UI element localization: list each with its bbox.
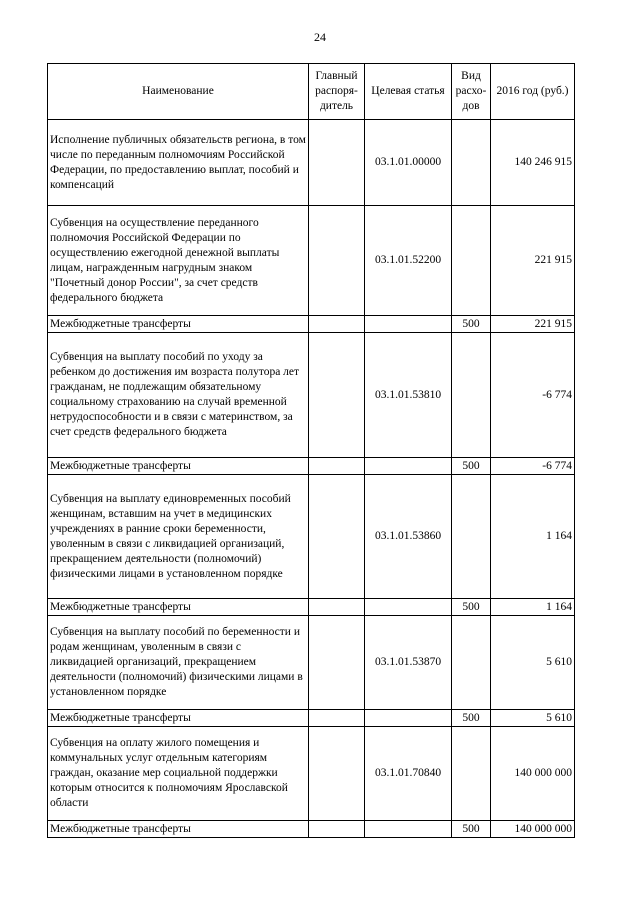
row-kind [452, 333, 491, 458]
row-name: Межбюджетные трансферты [48, 599, 309, 616]
row-code [365, 710, 452, 727]
row-name: Межбюджетные трансферты [48, 821, 309, 838]
table-row [48, 821, 575, 838]
budget-table [47, 63, 575, 838]
row-admin [309, 120, 365, 206]
row-kind [452, 120, 491, 206]
row-kind [452, 616, 491, 710]
row-kind: 500 [452, 821, 491, 838]
row-name: Исполнение публичных обязательств региона, в том числе по переданным полномочиям Российской Федерации, по предоставлению выплат, пособий и компенсаций [48, 120, 309, 206]
row-name: Межбюджетные трансферты [48, 458, 309, 475]
row-amount: 140 000 000 [491, 727, 575, 821]
row-code [365, 316, 452, 333]
header-name: Наименование [48, 64, 309, 120]
row-amount: 140 000 000 [491, 821, 575, 838]
table-row [48, 206, 575, 316]
row-kind: 500 [452, 316, 491, 333]
row-amount: 221 915 [491, 206, 575, 316]
table-row [48, 316, 575, 333]
page-number: 24 [314, 30, 326, 44]
row-admin [309, 821, 365, 838]
row-code: 03.1.01.00000 [365, 120, 452, 206]
row-amount: 5 610 [491, 616, 575, 710]
row-name: Субвенция на выплату пособий по уходу за ребенком до достижения им возраста полутора лет гражданам, не подлежащим обязательному социальному страхованию на случай временной нетрудоспособности и в связи с материнством, за счет средств федерального бюджета [48, 333, 309, 458]
row-amount: 5 610 [491, 710, 575, 727]
table-header-row [48, 64, 575, 120]
row-kind [452, 475, 491, 599]
row-code: 03.1.01.53870 [365, 616, 452, 710]
table-row [48, 475, 575, 599]
row-kind [452, 206, 491, 316]
row-admin [309, 475, 365, 599]
row-code: 03.1.01.53860 [365, 475, 452, 599]
table-row [48, 727, 575, 821]
header-kind: Вид расхо-дов [452, 64, 491, 120]
row-code [365, 821, 452, 838]
row-amount: 140 246 915 [491, 120, 575, 206]
row-code: 03.1.01.70840 [365, 727, 452, 821]
table-row [48, 599, 575, 616]
row-admin [309, 710, 365, 727]
table-row [48, 458, 575, 475]
row-kind: 500 [452, 599, 491, 616]
row-code [365, 599, 452, 616]
row-kind: 500 [452, 710, 491, 727]
header-admin: Главный распоря-дитель [309, 64, 365, 120]
row-admin [309, 458, 365, 475]
row-amount: -6 774 [491, 333, 575, 458]
row-amount: 1 164 [491, 475, 575, 599]
header-amount: 2016 год (руб.) [491, 64, 575, 120]
row-admin [309, 333, 365, 458]
row-name: Субвенция на осуществление переданного полномочия Российской Федерации по осуществлению ежегодной денежной выплаты лицам, награжденным нагрудным знаком "Почетный донор России", за счет средств федерального бюджета [48, 206, 309, 316]
row-name: Межбюджетные трансферты [48, 316, 309, 333]
row-code: 03.1.01.52200 [365, 206, 452, 316]
row-code: 03.1.01.53810 [365, 333, 452, 458]
header-code: Целевая статья [365, 64, 452, 120]
row-code [365, 458, 452, 475]
row-admin [309, 727, 365, 821]
table-row [48, 120, 575, 206]
table-row [48, 333, 575, 458]
table-row [48, 616, 575, 710]
row-admin [309, 316, 365, 333]
row-amount: 221 915 [491, 316, 575, 333]
row-amount: -6 774 [491, 458, 575, 475]
table-row [48, 710, 575, 727]
row-name: Субвенция на оплату жилого помещения и коммунальных услуг отдельным категориям граждан, оказание мер социальной поддержки которым относится к полномочиям Ярославской области [48, 727, 309, 821]
row-name: Субвенция на выплату пособий по беременности и родам женщинам, уволенным в связи с ликвидацией организаций, прекращением деятельности (полномочий) физическими лицами в установленном порядке [48, 616, 309, 710]
row-name: Межбюджетные трансферты [48, 710, 309, 727]
row-name: Субвенция на выплату единовременных пособий женщинам, вставшим на учет в медицинских учреждениях в ранние сроки беременности, уволенным в связи с ликвидацией организаций, прекращением деятельности (полномочий) физическими лицами в установленном порядке [48, 475, 309, 599]
row-kind [452, 727, 491, 821]
row-admin [309, 616, 365, 710]
row-admin [309, 599, 365, 616]
row-kind: 500 [452, 458, 491, 475]
row-admin [309, 206, 365, 316]
row-amount: 1 164 [491, 599, 575, 616]
